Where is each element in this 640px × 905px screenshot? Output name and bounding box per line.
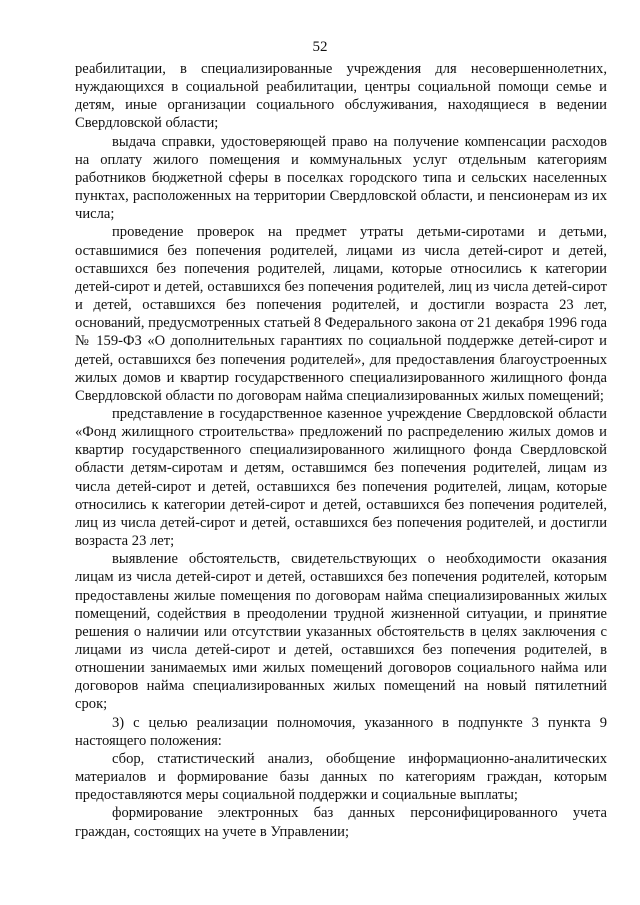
paragraph: 3) с целью реализации полномочия, указанного в подпункте 3 пункта 9 настоящего положения: [75, 714, 607, 749]
page-number: 52 [312, 39, 328, 55]
document-body [75, 60, 607, 841]
paragraph: сбор, статистический анализ, обобщение информационно-аналитических материалов и формирование базы данных по категориям граждан, которым предоставляются меры социальной поддержки и социальные выплаты; [75, 750, 607, 804]
paragraph: реабилитации, в специализированные учреждения для несовершеннолетних, нуждающихся в социальной реабилитации, центры социальной помощи семье и детям, иные организации социального обслуживания, находящиеся в ведении Свердловской области; [75, 61, 607, 132]
paragraph: представление в государственное казенное учреждение Свердловской области «Фонд жилищного строительства» предложений по распределению жилых домов и квартир государственного специализированного жилищного фонда Свердловской области детям-сиротам и детям, оставшимся без попечения родителей, лицам из числа детей-сирот и детей, оставшихся без попечения родителей, лицам, которые относились к категории детей-сирот и детей, оставшихся без попечения родителей, лиц из числа детей-сирот и детей, оставшихся без попечения родителей, и достигли возраста 23 лет; [75, 405, 607, 550]
paragraph: выдача справки, удостоверяющей право на получение компенсации расходов на оплату жилого помещения и коммунальных услуг отдельным категориям работников бюджетной сферы в поселках городского типа и сельских населенных пунктах, расположенных на территории Свердловской области, и пенсионерам из их числа; [75, 133, 607, 223]
paragraph: выявление обстоятельств, свидетельствующих о необходимости оказания лицам из числа детей-сирот и детей, оставшихся без попечения родителей, которым предоставлены жилые помещения по договорам найма специализированных жилых помещений, содействия в преодолении трудной жизненной ситуации, и принятие решения о наличии или отсутствии указанных обстоятельств в целях заключения с лицами из числа детей-сирот и детей, оставшихся без попечения родителей, в отношении занимаемых ими жилых помещений договоров социального найма или договоров найма специализированных жилых помещений на новый пятилетний срок; [75, 551, 607, 713]
paragraph: проведение проверок на предмет утраты детьми-сиротами и детьми, оставшимися без попечения родителей, лицами из числа детей-сирот и детей, оставшихся без попечения родителей, лицами, которые относились к категории детей-сирот и детей, оставшихся без попечения родителей, лиц из числа детей-сирот и детей, оставшихся без попечения родителей, и достигли возраста 23 лет, оснований, предусмотренных статьей 8 Федерального закона от 21 декабря 1996 года № 159-ФЗ «О дополнительных гарантиях по социальной поддержке детей-сирот и детей, оставшихся без попечения родителей», для предоставления благоустроенных жилых домов и квартир государственного специализированного жилищного фонда Свердловской области по договорам найма специализированных жилых помещений; [75, 224, 607, 404]
paragraph: формирование электронных баз данных персонифицированного учета граждан, состоящих на учете в Управлении; [75, 805, 607, 840]
